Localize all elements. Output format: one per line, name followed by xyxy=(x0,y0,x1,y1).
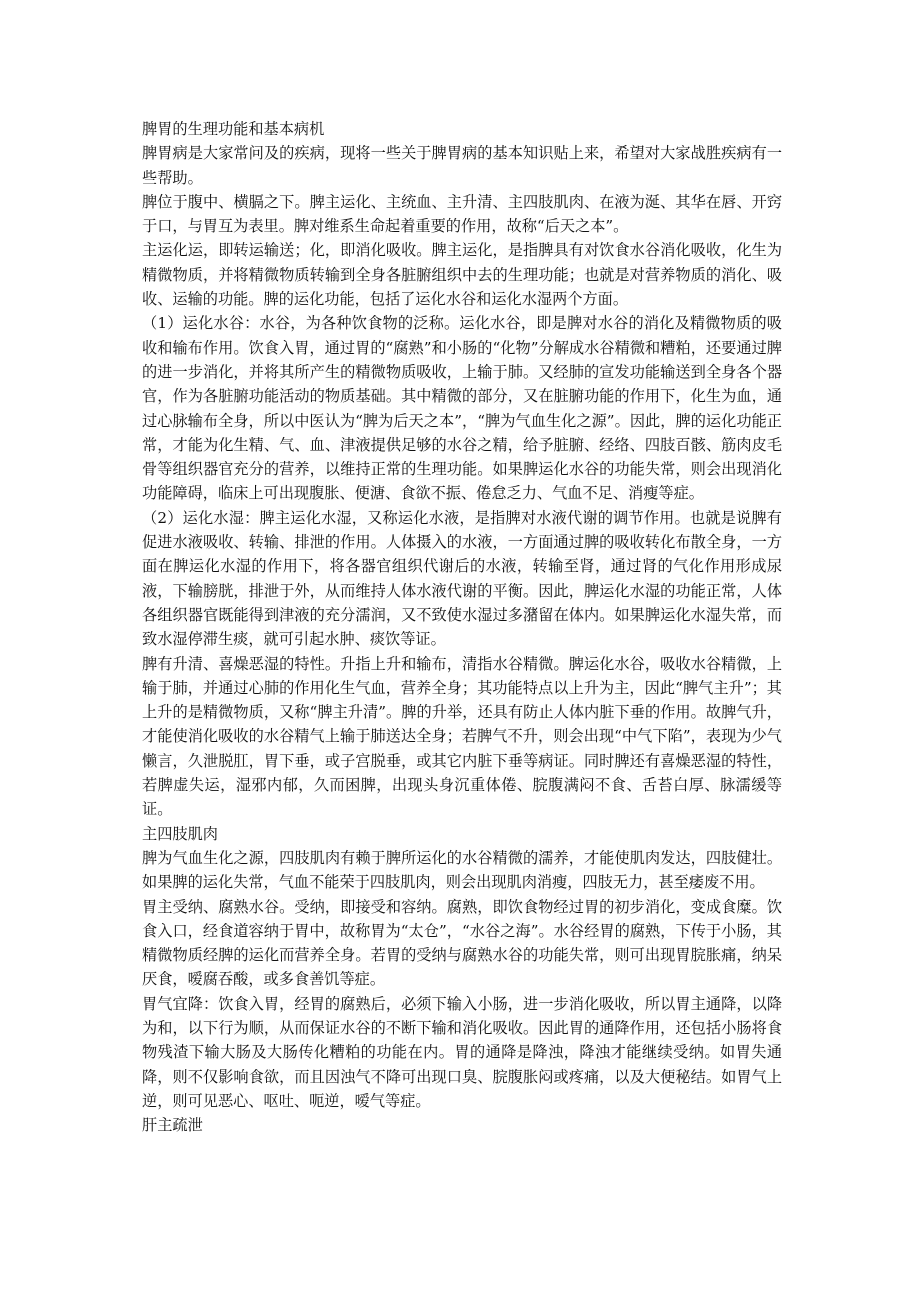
paragraph-transformation: 主运化运，即转运输送；化，即消化吸收。脾主运化，是指脾具有对饮食水谷消化吸收，化生为精微物质，并将精微物质转输到全身各脏腑组织中去的生理功能；也就是对营养物质的消化、吸收、运输的功能。脾的运化功能，包括了运化水谷和运化水湿两个方面。 xyxy=(142,241,782,309)
document-body xyxy=(142,117,782,1137)
section-heading-limbs-muscles: 主四肢肌肉 xyxy=(142,824,218,843)
paragraph-transform-water: （2）运化水湿：脾主运化水湿，又称运化水液，是指脾对水液代谢的调节作用。也就是说脾有促进水液吸收、转输、排泄的作用。人体摄入的水液，一方面通过脾的吸收转化布散全身，一方面在脾运化水湿的作用下，将各器官组织代谢后的水液，转输至肾，通过肾的气化作用形成尿液，下输膀胱，排泄于外，从而维持人体水液代谢的平衡。因此，脾运化水湿的功能正常，人体各组织器官既能得到津液的充分濡润，又不致使水湿过多潴留在体内。如果脾运化水湿失常，而致水湿停滞生痰，就可引起水肿、痰饮等证。 xyxy=(142,508,782,649)
paragraph-intro: 脾胃病是大家常问及的疾病，现将一些关于脾胃病的基本知识贴上来，希望对大家战胜疾病有一些帮助。 xyxy=(142,144,782,187)
paragraph-stomach-descending: 胃气宜降：饮食入胃，经胃的腐熟后，必须下输入小肠，进一步消化吸收，所以胃主通降，以降为和，以下行为顺，从而保证水谷的不断下输和消化吸收。因此胃的通降作用，还包括小肠将食物残渣下输大肠及大肠传化糟粕的功能在内。胃的通降是降浊，降浊才能继续受纳。如胃失通降，则不仅影响食欲，而且因浊气不降可出现口臭、脘腹胀闷或疼痛，以及大便秘结。如胃气上逆，则可见恶心、呕吐、呃逆，嗳气等症。 xyxy=(142,994,782,1110)
paragraph-limbs-muscles: 脾为气血生化之源，四肢肌肉有赖于脾所运化的水谷精微的濡养，才能使肌肉发达，四肢健壮。如果脾的运化失常，气血不能荣于四肢肌肉，则会出现肌肉消瘦，四肢无力，甚至痿废不用。 xyxy=(142,848,782,892)
document-title: 脾胃的生理功能和基本病机 xyxy=(142,120,325,138)
paragraph-spleen-location: 脾位于腹中、横膈之下。脾主运化、主统血、主升清、主四肢肌肉、在液为涎、其华在唇、开窍于口，与胃互为表里。脾对维系生命起着重要的作用，故称“后天之本”。 xyxy=(142,192,782,236)
section-heading-liver: 肝主疏泄 xyxy=(142,1116,203,1135)
paragraph-ascending: 脾有升清、喜燥恶湿的特性。升指上升和输布，清指水谷精微。脾运化水谷，吸收水谷精微，上输于肺，并通过心肺的作用化生气血，营养全身；其功能特点以上升为主，因此“脾气主升”；其上升的是精微物质，又称“脾主升清”。脾的升举，还具有防止人体内脏下垂的作用。故脾气升，才能使消化吸收的水谷精气上输于肺送达全身；若脾气不升，则会出现“中气下陷”，表现为少气懒言，久泄脱肛，胃下垂，或子宫脱垂，或其它内脏下垂等病证。同时脾还有喜燥恶湿的特性，若脾虚失运，湿邪内郁，久而困脾，出现头身沉重体倦、脘腹满闷不食、舌苔白厚、脉濡缓等证。 xyxy=(142,654,782,819)
paragraph-stomach-reception: 胃主受纳、腐熟水谷。受纳，即接受和容纳。腐熟，即饮食物经过胃的初步消化，变成食糜。饮食入口，经食道容纳于胃中，故称胃为“太仓”，“水谷之海”。水谷经胃的腐熟，下传于小肠，其精微物质经脾的运化而营养全身。若胃的受纳与腐熟水谷的功能失常，则可出现胃脘胀痛，纳呆厌食，嗳腐吞酸，或多食善饥等症。 xyxy=(142,897,782,989)
paragraph-transform-food: （1）运化水谷：水谷，为各种饮食物的泛称。运化水谷，即是脾对水谷的消化及精微物质的吸收和输布作用。饮食入胃，通过胃的“腐熟”和小肠的“化物”分解成水谷精微和糟粕，还要通过脾的进一步消化，并将其所产生的精微物质吸收，上输于肺。又经肺的宣发功能输送到全身各个器官，作为各脏腑功能活动的物质基础。其中精微的部分，又在脏腑功能的作用下，化生为血，通过心脉输布全身，所以中医认为“脾为后天之本”，“脾为气血生化之源”。因此，脾的运化功能正常，才能为化生精、气、血、津液提供足够的水谷之精，给予脏腑、经络、四肢百骸、筋肉皮毛骨等组织器官充分的营养，以维持正常的生理功能。如果脾运化水谷的功能失常，则会出现消化功能障碍，临床上可出现腹胀、便溏、食欲不振、倦怠乏力、气血不足、消瘦等症。 xyxy=(142,314,782,503)
